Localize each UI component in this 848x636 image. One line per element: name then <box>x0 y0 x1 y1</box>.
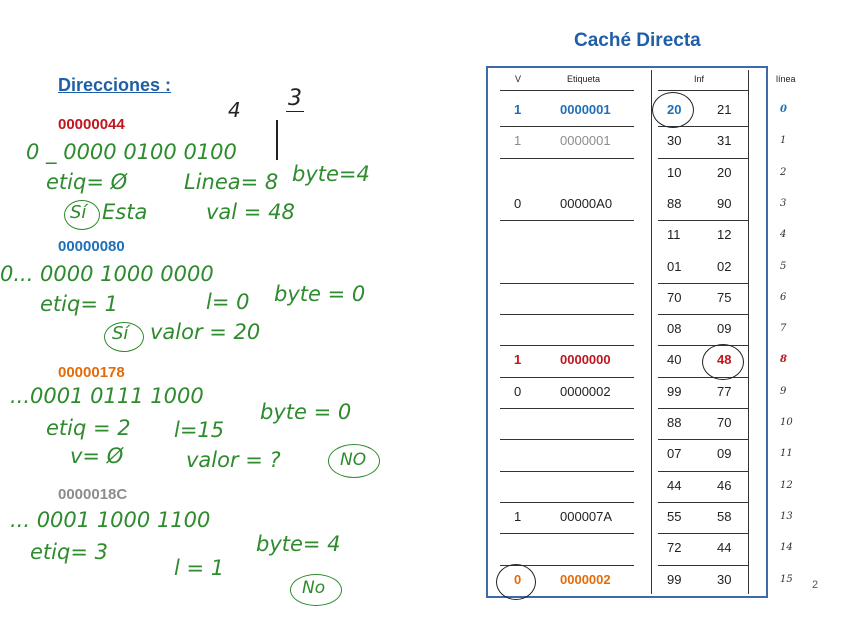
hw-byte-2: byte = 0 <box>274 282 366 306</box>
sep-right-10 <box>658 439 748 440</box>
header-inf: Inf <box>694 74 705 84</box>
row-8-etiqueta: 0000000 <box>560 352 611 368</box>
address-2: 00000080 <box>58 238 125 255</box>
inf-left-border <box>651 70 652 594</box>
row-8-v: 1 <box>514 352 522 368</box>
row-9-etiqueta: 0000002 <box>560 383 611 399</box>
sep-left-10 <box>500 439 634 440</box>
row-8-inf1: 40 <box>667 352 682 368</box>
row-9-linea: 9 <box>780 385 787 397</box>
hw-etiq-2: etiq= 1 <box>40 292 118 316</box>
row-8-linea: 8 <box>780 354 787 366</box>
hw-etiq-3: etiq = 2 <box>46 416 131 440</box>
row-1-linea: 1 <box>780 135 787 147</box>
row-14-inf2: 44 <box>717 540 732 556</box>
hw-num-4: 4 <box>228 98 241 122</box>
row-3-inf2: 90 <box>717 195 732 211</box>
row-4-inf1: 11 <box>667 227 681 243</box>
row-7-linea: 7 <box>780 323 787 335</box>
row-3-v: 0 <box>514 195 522 211</box>
hw-byte-1: byte=4 <box>292 162 370 186</box>
sep-left-7 <box>500 345 634 346</box>
row-14-linea: 14 <box>780 542 793 554</box>
row-15-inf1: 99 <box>667 571 682 587</box>
sep-right-9 <box>658 408 748 409</box>
hw-l-4: l = 1 <box>174 556 225 580</box>
sep-left-1 <box>500 158 634 159</box>
cache-title: Caché Directa <box>574 30 701 51</box>
row-9-inf1: 99 <box>667 383 682 399</box>
hw-v-3: v= Ø <box>70 444 124 468</box>
row-8-inf2: 48 <box>717 352 732 368</box>
hw-etiq-4: etiq= 3 <box>30 540 108 564</box>
row-10-inf2: 70 <box>717 415 732 430</box>
hw-linea-1: Linea= 8 <box>184 170 279 194</box>
hw-no-3: NO <box>340 450 367 470</box>
row-15-etiqueta: 0000002 <box>560 571 611 587</box>
row-5-inf1: 01 <box>667 258 682 274</box>
hw-valor-2: valor = 20 <box>150 320 261 344</box>
row-7-inf2: 09 <box>717 321 732 337</box>
address-3: 00000178 <box>58 364 125 381</box>
sep-right-14 <box>658 565 748 566</box>
hw-l-2: l= 0 <box>206 290 250 314</box>
row-15-v: 0 <box>514 571 522 587</box>
sep-left-6 <box>500 314 634 315</box>
directions-heading: Direcciones : <box>58 75 172 95</box>
row-13-linea: 13 <box>780 510 793 522</box>
row-1-inf1: 30 <box>667 133 682 149</box>
row-1-v: 1 <box>514 133 522 149</box>
hw-l-3: l=15 <box>174 418 225 442</box>
page-number: 2 <box>812 579 819 591</box>
hw-si-1: Sí <box>70 202 87 223</box>
row-5-inf2: 02 <box>717 258 732 274</box>
row-0-inf2: 21 <box>717 102 732 117</box>
sep-left-12 <box>500 502 634 503</box>
hw-bits-2: 0... 0000 1000 0000 <box>0 262 214 286</box>
row-12-linea: 12 <box>780 479 793 491</box>
sep-left-8 <box>500 377 634 378</box>
sep-left-0 <box>500 126 634 127</box>
address-1: 00000044 <box>58 116 125 133</box>
header-v: V <box>515 74 522 84</box>
header-linea: línea <box>776 74 796 84</box>
sep-right-12 <box>658 502 748 503</box>
row-12-inf1: 44 <box>667 477 682 493</box>
hw-divider <box>276 120 278 160</box>
hw-val-1: val = 48 <box>206 200 295 224</box>
row-0-etiqueta: 0000001 <box>560 102 611 117</box>
hw-si-2: Sí <box>112 323 129 344</box>
row-5-linea: 5 <box>780 260 787 272</box>
row-10-linea: 10 <box>780 417 793 428</box>
sep-left-13 <box>500 533 634 534</box>
header-etiqueta: Etiqueta <box>567 74 601 84</box>
row-15-linea: 15 <box>780 573 793 585</box>
circle-48 <box>702 344 744 380</box>
row-11-inf1: 07 <box>667 446 682 462</box>
row-11-linea: 11 <box>780 448 793 460</box>
row-13-etiqueta: 000007A <box>560 508 613 524</box>
sep-left-9 <box>500 408 634 409</box>
row-2-inf1: 10 <box>667 164 682 180</box>
row-2-inf2: 20 <box>717 164 732 180</box>
header-rule-right <box>658 90 748 91</box>
row-1-etiqueta: 0000001 <box>560 133 611 149</box>
row-10-inf1: 88 <box>667 415 682 430</box>
hw-byte-4: byte= 4 <box>256 532 341 556</box>
row-12-inf2: 46 <box>717 477 732 493</box>
sep-right-3 <box>658 220 748 221</box>
sep-left-11 <box>500 471 634 472</box>
row-3-linea: 3 <box>780 197 787 209</box>
header-rule-left <box>500 90 634 91</box>
sep-right-11 <box>658 471 748 472</box>
circle-20 <box>652 92 694 128</box>
hw-no-4: No <box>302 578 326 598</box>
hw-num-3: 3 <box>288 86 302 111</box>
row-6-inf2: 75 <box>717 289 732 305</box>
sep-left-3 <box>500 220 634 221</box>
row-9-inf2: 77 <box>717 383 732 399</box>
hw-etiq-1: etiq= Ø <box>46 170 128 194</box>
sep-right-6 <box>658 314 748 315</box>
row-2-linea: 2 <box>780 166 787 178</box>
row-9-v: 0 <box>514 383 522 399</box>
hw-valor-3: valor = ? <box>186 448 281 472</box>
row-7-inf1: 08 <box>667 321 682 337</box>
hw-bits-4: ... 0001 1000 1100 <box>10 508 211 532</box>
sep-right-13 <box>658 533 748 534</box>
row-0-v: 1 <box>514 102 522 117</box>
row-13-inf1: 55 <box>667 508 682 524</box>
row-4-inf2: 12 <box>717 227 732 243</box>
row-15-inf2: 30 <box>717 571 732 587</box>
hw-bits-1: 0 _ 0000 0100 0100 <box>26 140 237 164</box>
inf-right-border <box>748 70 749 594</box>
row-0-inf1: 20 <box>667 102 682 117</box>
row-6-inf1: 70 <box>667 289 682 305</box>
row-4-linea: 4 <box>780 229 787 241</box>
row-13-v: 1 <box>514 508 522 524</box>
row-0-linea: 0 <box>780 104 787 115</box>
sep-right-1 <box>658 158 748 159</box>
address-4: 0000018C <box>58 486 128 503</box>
row-1-inf2: 31 <box>717 133 732 149</box>
row-11-inf2: 09 <box>717 446 732 462</box>
hw-esta-1: Esta <box>102 200 148 224</box>
row-14-inf1: 72 <box>667 540 682 556</box>
circle-v-15 <box>496 564 536 600</box>
sep-left-5 <box>500 283 634 284</box>
row-13-inf2: 58 <box>717 508 732 524</box>
row-3-etiqueta: 00000A0 <box>560 195 613 211</box>
hw-byte-3: byte = 0 <box>260 400 352 424</box>
row-3-inf1: 88 <box>667 195 682 211</box>
sep-right-5 <box>658 283 748 284</box>
row-6-linea: 6 <box>780 291 787 303</box>
hw-bits-3: ...0001 0111 1000 <box>10 384 204 408</box>
